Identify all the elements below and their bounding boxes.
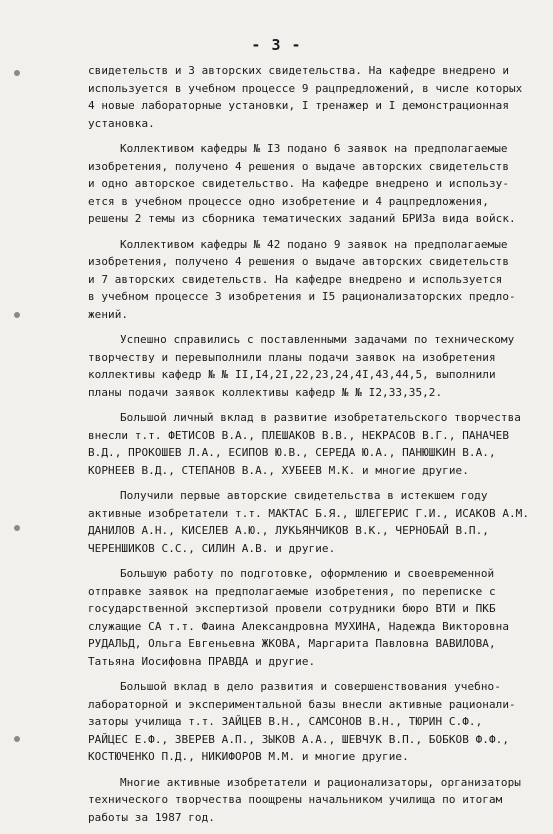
text-line: государственной экспертизой провели сотрудники бюро ВТИ и ПКБ	[88, 602, 496, 615]
body-text	[88, 62, 534, 834]
text-line: установка.	[88, 116, 155, 130]
text-line: творчеству и перевыполнили планы подачи заявок на изобретения	[88, 350, 496, 364]
paragraph	[88, 331, 534, 401]
binder-hole-mark	[14, 525, 20, 531]
text-line: 4 новые лабораторные установки, I тренажер и I демонстрационная	[88, 99, 510, 112]
text-line: ЧЕРЕНШИКОВ С.С., СИЛИН А.В. и другие.	[88, 541, 336, 555]
binder-hole-mark	[14, 312, 20, 318]
text-line: внесли т.т. ФЕТИСОВ В.А., ПЛЕШАКОВ В.В., НЕКРАСОВ В.Г., ПАНАЧЕВ	[88, 428, 510, 442]
binder-hole-mark	[14, 736, 20, 742]
text-line: лабораторной и экспериментальной базы внесли активные рационали-	[88, 697, 516, 711]
text-line: Большой вклад в дело развития и совершенствования учебно-	[120, 680, 501, 693]
text-line: технического творчества поощрены начальником училища по итогам	[88, 793, 503, 806]
paragraph	[88, 487, 534, 557]
text-line: Татьяна Иосифовна ПРАВДА и другие.	[88, 654, 316, 668]
text-line: активные изобретатели т.т. МАКТАС Б.Я., ШЛЕГЕРИС Г.И., ИСАКОВ А.М.	[88, 506, 530, 520]
text-line: жений.	[88, 307, 129, 321]
text-line: используется в учебном процессе 9 рацпредложений, в числе которых	[88, 81, 523, 95]
text-line: РАЙЦЕС Е.Ф., ЗВЕРЕВ А.П., ЗЫКОВ А.А., ШЕВЧУК В.П., БОБКОВ Ф.Ф.,	[88, 732, 510, 746]
text-line: и 7 авторских свидетельств. На кафедре внедрено и используется	[88, 272, 503, 286]
text-line: отправке заявок на предполагаемые изобретения, по переписке с	[88, 584, 496, 598]
paragraph	[88, 409, 534, 479]
text-line: ется в учебном процессе одно изобретение и 4 рацпредложения,	[88, 194, 489, 208]
text-line: в учебном процессе 3 изобретения и I5 рационализаторских предло-	[88, 290, 516, 303]
text-line: изобретения, получено 4 решения о выдаче авторских свидетельств	[88, 159, 510, 173]
text-line: Успешно справились с поставленными задачами по техническому	[120, 333, 515, 346]
text-line: заторы училища т.т. ЗАЙЦЕВ В.Н., САМСОНОВ В.Н., ТЮРИН С.Ф.,	[88, 715, 483, 728]
text-line: планы подачи заявок коллективы кафедр № № I2,33,35,2.	[88, 385, 443, 399]
text-line: Большую работу по подготовке, оформлению и своевременной	[120, 567, 495, 580]
text-line: В.Д., ПРОКОШЕВ Л.А., ЕСИПОВ Ю.В., СЕРЕДА Ю.А., ПАНЮШКИН В.А.,	[88, 446, 496, 459]
text-line: и одно авторское свидетельство. На кафедре внедрено и использу-	[88, 177, 510, 190]
text-line: ДАНИЛОВ А.Н., КИСЕЛЕВ А.Ю., ЛУКЬЯНЧИКОВ В.К., ЧЕРНОБАЙ В.П.,	[88, 524, 489, 537]
text-line: свидетельств и 3 авторских свидетельства. На кафедре внедрено и	[88, 64, 510, 77]
text-line: Коллективом кафедры № 42 подано 9 заявок на предполагаемые	[120, 237, 508, 251]
text-line: Многие активные изобретатели и рационализаторы, организаторы	[120, 775, 521, 789]
text-line: работы за 1987 год.	[88, 810, 215, 824]
paragraph	[88, 236, 534, 324]
text-line: Большой личный вклад в развитие изобретательского творчества	[120, 411, 521, 424]
text-line: изобретения, получено 4 решения о выдаче авторских свидетельств	[88, 255, 510, 268]
text-line: служащие СА т.т. Фаина Александровна МУХИНА, Надежда Викторовна	[88, 619, 510, 633]
text-line: КОРНЕЕВ В.Д., СТЕПАНОВ В.А., ХУБЕЕВ М.К. и многие другие.	[88, 463, 469, 477]
text-line: Коллективом кафедры № I3 подано 6 заявок на предполагаемые	[120, 142, 508, 155]
binder-hole-mark	[14, 70, 20, 76]
page-number: - 3 -	[251, 36, 302, 54]
paragraph	[88, 62, 534, 132]
paragraph	[88, 565, 534, 670]
paragraph	[88, 140, 534, 228]
text-line: решены 2 темы из сборника тематических заданий БРИЗа вида войск.	[88, 212, 516, 225]
text-line: КОСТЮЧЕНКО П.Д., НИКИФОРОВ М.М. и многие другие.	[88, 750, 409, 763]
text-line: РУДАЛЬД, Ольга Евгеньевна ЖКОВА, Маргарита Павловна ВАВИЛОВА,	[88, 637, 496, 650]
paragraph	[88, 678, 534, 766]
text-line: коллективы кафедр № № II,I4,2I,22,23,24,4I,43,44,5, выполнили	[88, 368, 496, 381]
text-line: Получили первые авторские свидетельства в истекшем году	[120, 489, 488, 502]
